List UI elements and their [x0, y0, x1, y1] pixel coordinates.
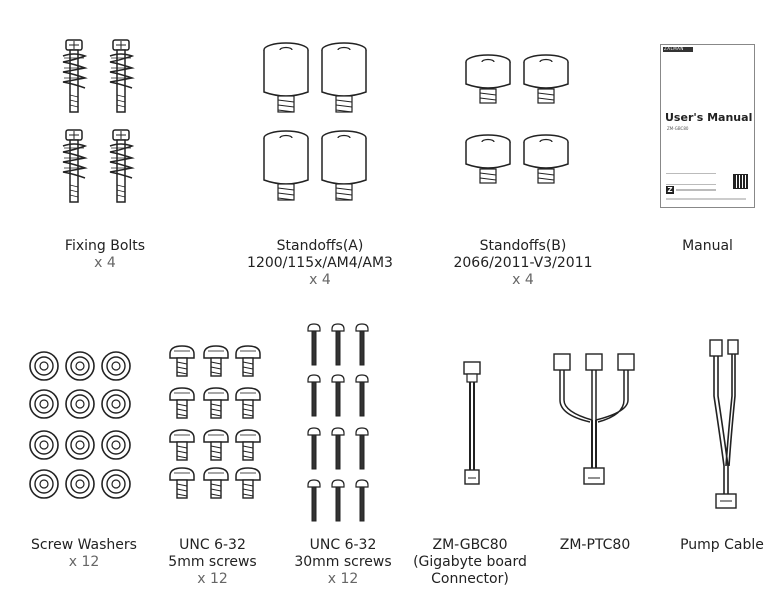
screws-5mm-label: UNC 6-32	[179, 537, 246, 553]
manual-text-lines	[666, 173, 716, 185]
standoffs-a-label: Standoffs(A)	[276, 238, 364, 254]
manual-fineprint	[666, 198, 746, 200]
pump-cable-label: Pump Cable	[680, 537, 764, 553]
screws-30mm-label: UNC 6-32	[309, 537, 377, 553]
standoffs-b-sockets: 2066/2011-V3/2011	[453, 255, 593, 271]
zm-gbc80-label: ZM-GBC80	[432, 537, 508, 553]
standoffs-b-label: Standoffs(B)	[479, 238, 567, 254]
screw-washers-qty: x 12	[68, 554, 100, 570]
manual-brand: ZALMAN	[664, 46, 684, 51]
screws-5mm-length: 5mm screws	[168, 554, 257, 570]
manual-title: User's Manual	[665, 111, 753, 124]
manual-label: Manual	[682, 238, 733, 254]
manual-logo-icon: Z	[667, 186, 673, 194]
manual-footer-line	[676, 189, 716, 191]
pump-cable-illustration	[706, 336, 746, 516]
fixing-bolts-label: Fixing Bolts	[64, 238, 146, 254]
standoffs-b-qty: x 4	[512, 272, 534, 288]
zm-ptc80-label: ZM-PTC80	[559, 537, 631, 553]
qr-code-icon	[734, 175, 747, 188]
zm-gbc80-desc-2: Connector)	[431, 571, 509, 587]
screws-30mm-qty: x 12	[327, 571, 359, 587]
fixing-bolts-illustration	[60, 40, 150, 205]
screw-washers-label: Screw Washers	[31, 537, 137, 553]
zm-ptc80-illustration	[550, 350, 640, 490]
screws-30mm-illustration	[306, 322, 370, 522]
standoffs-b-illustration	[462, 52, 582, 197]
manual-illustration	[660, 44, 755, 208]
screws-5mm-illustration	[166, 344, 266, 506]
screws-30mm-length: 30mm screws	[294, 554, 392, 570]
manual-model: ZM-GBC80	[667, 126, 689, 131]
standoffs-a-sockets: 1200/115x/AM4/AM3	[247, 255, 393, 271]
fixing-bolts-qty: x 4	[94, 255, 116, 271]
standoffs-a-qty: x 4	[309, 272, 331, 288]
zm-gbc80-illustration	[458, 360, 488, 488]
screw-washers-illustration	[26, 348, 136, 508]
screws-5mm-qty: x 12	[197, 571, 228, 587]
zm-gbc80-desc-1: (Gigabyte board	[413, 554, 527, 570]
standoffs-a-illustration	[260, 40, 380, 205]
